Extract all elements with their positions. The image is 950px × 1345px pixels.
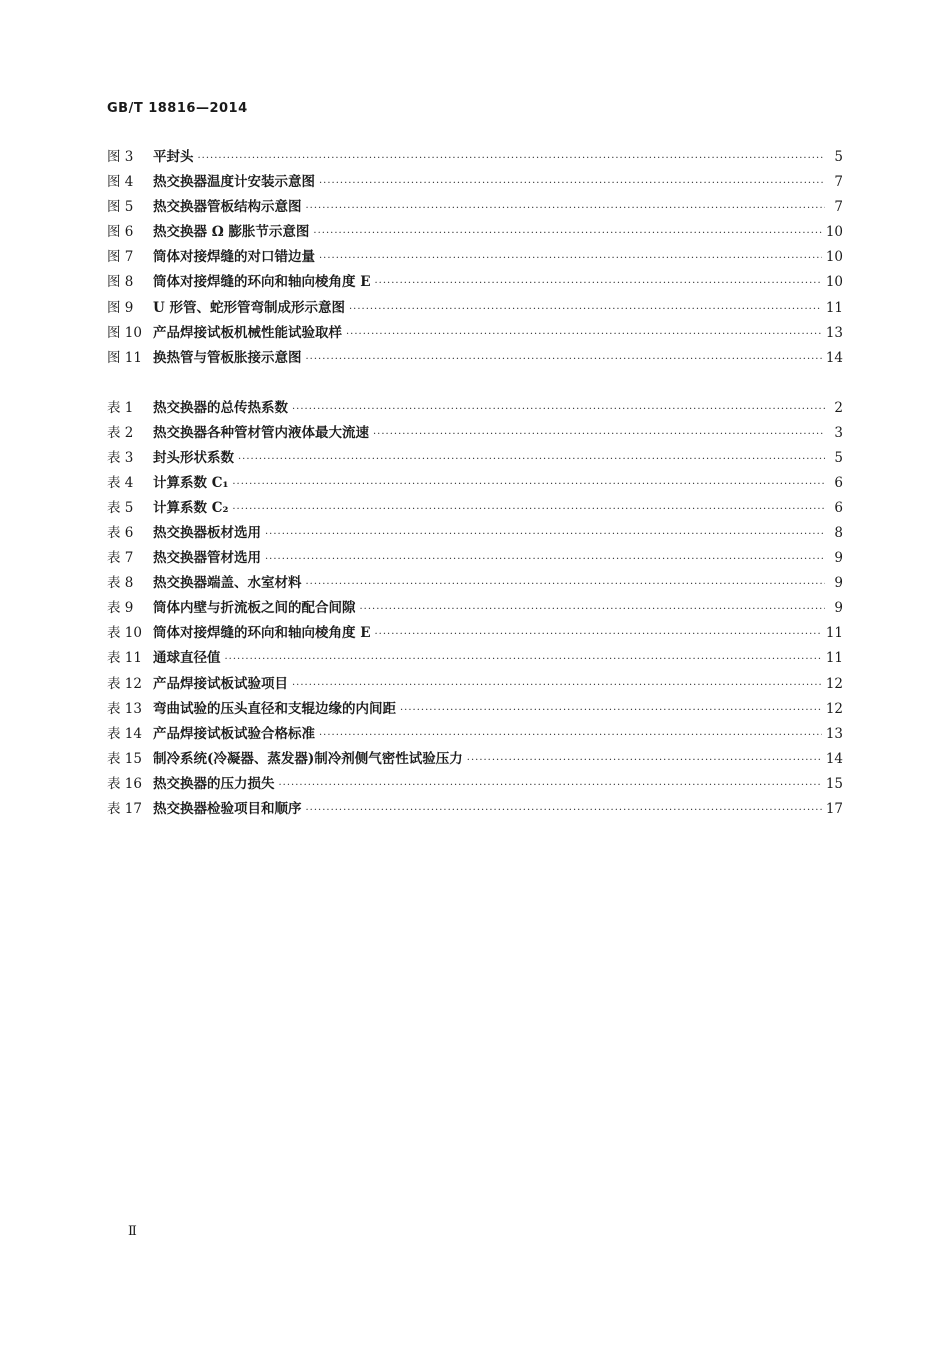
dot-leader <box>232 472 825 497</box>
page-number: Ⅱ <box>128 1224 137 1239</box>
table-entry[interactable] <box>107 421 843 446</box>
entry-number: 图 5 <box>107 199 134 216</box>
entry-title: 通球直径值 <box>153 650 221 667</box>
entry-number: 表 1 <box>107 400 134 416</box>
entry-title: 热交换器端盖、水室材料 <box>153 575 302 592</box>
entry-page-number: 10 <box>825 224 843 241</box>
entry-page-number: 7 <box>834 174 843 191</box>
entry-page-number: 2 <box>834 400 843 416</box>
table-entry[interactable] <box>107 697 843 722</box>
entry-page-number: 12 <box>825 675 843 692</box>
entry-page-number: 10 <box>825 249 843 266</box>
figure-entry[interactable] <box>107 321 843 346</box>
dot-leader <box>292 673 822 698</box>
table-entry[interactable] <box>107 471 843 496</box>
entry-title: 热交换器板材选用 <box>153 525 261 542</box>
entry-page-number: 14 <box>825 750 843 767</box>
entry-page-number: 12 <box>825 700 843 717</box>
table-entry[interactable] <box>107 521 843 546</box>
entry-number: 图 11 <box>107 349 142 366</box>
table-entry[interactable] <box>107 621 843 646</box>
entry-title: 封头形状系数 <box>153 450 234 467</box>
entry-title: 筒体对接焊缝的环向和轴向棱角度 E <box>153 625 371 642</box>
entry-number: 表 3 <box>107 450 134 467</box>
table-entry[interactable] <box>107 571 843 596</box>
dot-leader <box>306 798 822 823</box>
table-entry[interactable] <box>107 496 843 521</box>
dot-leader <box>375 271 822 296</box>
dot-leader <box>225 647 822 672</box>
entry-page-number: 11 <box>825 650 843 667</box>
entry-number: 表 15 <box>107 750 142 767</box>
entry-number: 图 9 <box>107 299 134 316</box>
dot-leader <box>265 522 825 547</box>
table-entry[interactable] <box>107 446 843 471</box>
entry-title: 热交换器各种管材管内液体最大流速 <box>153 425 369 442</box>
dot-leader <box>346 322 822 347</box>
figure-entry[interactable] <box>107 346 843 371</box>
entry-title: 筒体对接焊缝的对口错边量 <box>153 249 315 266</box>
entry-number: 表 6 <box>107 525 134 542</box>
entry-title: 弯曲试验的压头直径和支辊边缘的内间距 <box>153 700 396 717</box>
dot-leader <box>232 497 825 522</box>
dot-leader <box>292 397 825 422</box>
entry-number: 图 10 <box>107 324 142 341</box>
entry-page-number: 5 <box>834 149 843 165</box>
entry-page-number: 14 <box>825 349 843 366</box>
table-entry[interactable] <box>107 546 843 571</box>
dot-leader <box>265 547 825 572</box>
entry-title: 热交换器管板结构示意图 <box>153 199 302 216</box>
figure-entry[interactable] <box>107 170 843 195</box>
standard-code-header: GB/T 18816—2014 <box>107 101 248 116</box>
dot-leader <box>306 347 822 372</box>
table-entry[interactable] <box>107 646 843 671</box>
figure-entry[interactable] <box>107 220 843 245</box>
entry-page-number: 6 <box>834 475 843 492</box>
entry-page-number: 9 <box>834 600 843 617</box>
entry-page-number: 11 <box>825 625 843 642</box>
dot-leader <box>198 146 826 171</box>
dot-leader <box>238 447 825 472</box>
entry-title: 平封头 <box>153 149 194 165</box>
dot-leader <box>306 196 826 221</box>
dot-leader <box>349 297 822 322</box>
entry-number: 表 10 <box>107 625 142 642</box>
entry-page-number: 13 <box>825 324 843 341</box>
entry-title: 产品焊接试板试验项目 <box>153 675 288 692</box>
entry-title: 热交换器的总传热系数 <box>153 400 288 416</box>
entry-page-number: 9 <box>834 550 843 567</box>
figure-entry[interactable] <box>107 145 843 170</box>
table-entry[interactable] <box>107 747 843 772</box>
entry-number: 图 4 <box>107 174 134 191</box>
entry-number: 图 6 <box>107 224 134 241</box>
entry-number: 表 2 <box>107 425 134 442</box>
entry-number: 表 11 <box>107 650 142 667</box>
figure-entry[interactable] <box>107 195 843 220</box>
entry-number: 表 13 <box>107 700 142 717</box>
entry-page-number: 11 <box>825 299 843 316</box>
figure-entry[interactable] <box>107 296 843 321</box>
table-entry[interactable] <box>107 396 843 421</box>
entry-page-number: 6 <box>834 500 843 517</box>
entry-page-number: 5 <box>834 450 843 467</box>
entry-title: 换热管与管板胀接示意图 <box>153 349 302 366</box>
entry-title: 筒体对接焊缝的环向和轴向棱角度 E <box>153 274 371 291</box>
entry-number: 表 9 <box>107 600 134 617</box>
table-entry[interactable] <box>107 672 843 697</box>
entry-title: 产品焊接试板试验合格标准 <box>153 725 315 742</box>
entry-number: 表 12 <box>107 675 142 692</box>
entry-page-number: 7 <box>834 199 843 216</box>
dot-leader <box>319 246 822 271</box>
dot-leader <box>373 422 825 447</box>
entry-number: 图 3 <box>107 149 134 165</box>
entry-title: 热交换器温度计安装示意图 <box>153 174 315 191</box>
entry-number: 表 17 <box>107 800 142 817</box>
entry-page-number: 9 <box>834 575 843 592</box>
entry-number: 表 5 <box>107 500 134 517</box>
figure-list <box>107 145 843 371</box>
dot-leader <box>467 748 822 773</box>
figure-entry[interactable] <box>107 270 843 295</box>
dot-leader <box>319 171 825 196</box>
entry-title: 制冷系统(冷凝器、蒸发器)制冷剂侧气密性试验压力 <box>153 750 463 767</box>
table-entry[interactable] <box>107 772 843 797</box>
entry-page-number: 3 <box>834 425 843 442</box>
dot-leader <box>313 221 821 246</box>
dot-leader <box>375 622 822 647</box>
entry-page-number: 13 <box>825 725 843 742</box>
entry-title: U 形管、蛇形管弯制成形示意图 <box>153 299 345 316</box>
entry-number: 图 7 <box>107 249 134 266</box>
entry-title: 热交换器管材选用 <box>153 550 261 567</box>
dot-leader <box>360 597 826 622</box>
table-entry[interactable] <box>107 596 843 621</box>
entry-page-number: 17 <box>825 800 843 817</box>
entry-number: 表 16 <box>107 775 142 792</box>
dot-leader <box>279 773 822 798</box>
entry-title: 热交换器的压力损失 <box>153 775 275 792</box>
table-entry[interactable] <box>107 797 843 822</box>
entry-number: 表 14 <box>107 725 142 742</box>
dot-leader <box>319 723 822 748</box>
figure-entry[interactable] <box>107 245 843 270</box>
entry-number: 图 8 <box>107 274 134 291</box>
entry-title: 计算系数 C₂ <box>153 500 229 517</box>
entry-number: 表 8 <box>107 575 134 592</box>
entry-number: 表 4 <box>107 475 134 492</box>
entry-page-number: 8 <box>834 525 843 542</box>
dot-leader <box>306 572 826 597</box>
table-list <box>107 396 843 822</box>
entry-page-number: 15 <box>825 775 843 792</box>
entry-title: 热交换器检验项目和顺序 <box>153 800 302 817</box>
table-entry[interactable] <box>107 722 843 747</box>
entry-number: 表 7 <box>107 550 134 567</box>
dot-leader <box>400 698 822 723</box>
entry-title: 热交换器 Ω 膨胀节示意图 <box>153 224 310 241</box>
entry-page-number: 10 <box>825 274 843 291</box>
entry-title: 筒体内壁与折流板之间的配合间隙 <box>153 600 356 617</box>
entry-title: 产品焊接试板机械性能试验取样 <box>153 324 342 341</box>
entry-title: 计算系数 C₁ <box>153 475 229 492</box>
